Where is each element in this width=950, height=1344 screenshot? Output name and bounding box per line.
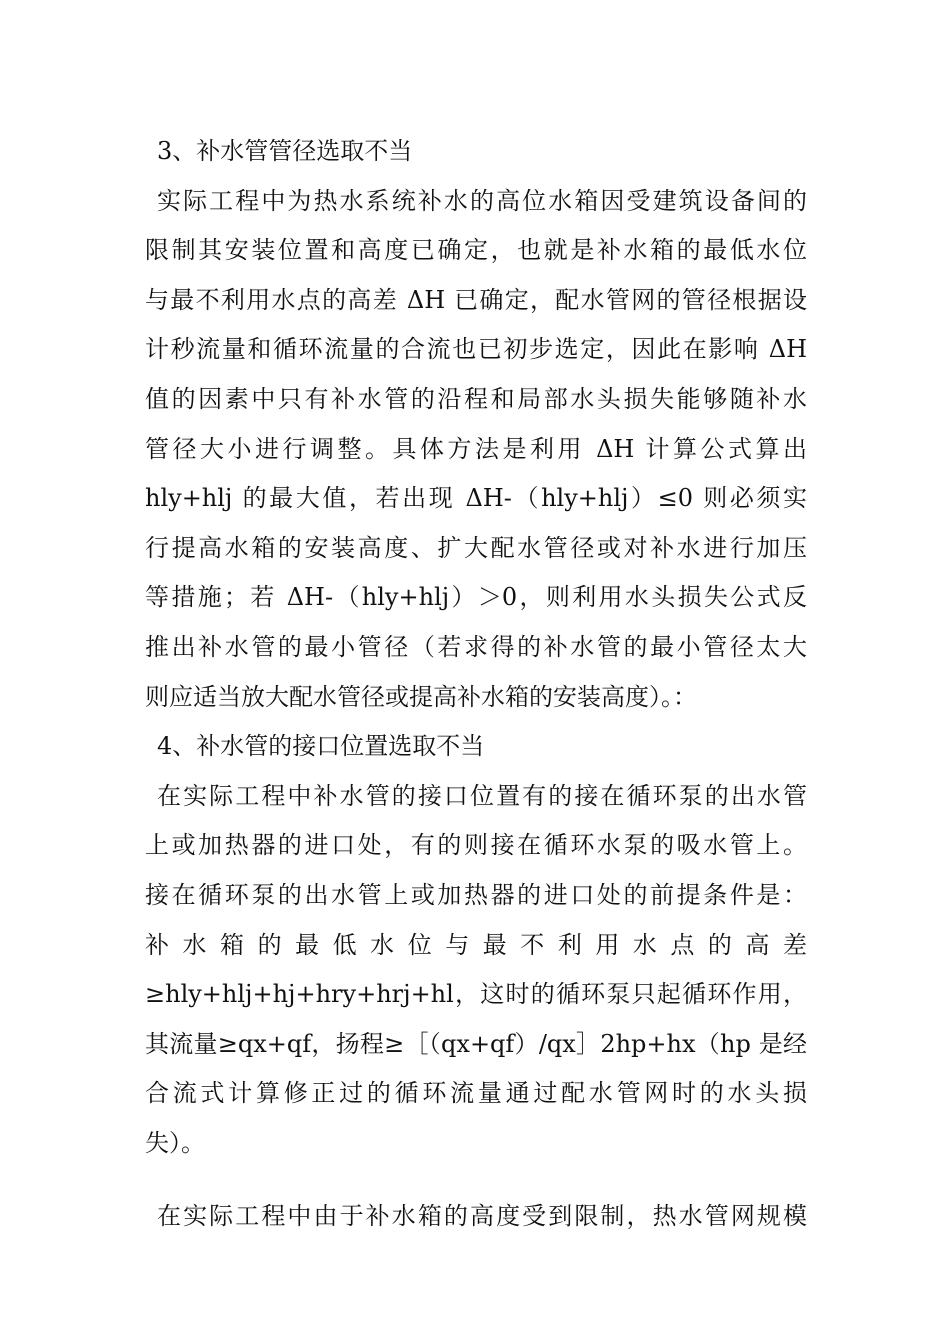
paragraph-line: 合流式计算修正过的循环流量通过配水管网时的水头损 xyxy=(145,1079,807,1108)
paragraph-line: 上或加热器的进口处，有的则接在循环水泵的吸水管上。 xyxy=(145,831,807,860)
paragraph-line: 实际工程中为热水系统补水的高位水箱因受建筑设备间的 xyxy=(157,186,807,215)
paragraph-line: 等措施；若 ΔH-（hly+hlj）＞0，则利用水头损失公式反 xyxy=(145,583,807,612)
paragraph-line: 值的因素中只有补水管的沿程和局部水头损失能够随补水 xyxy=(145,384,807,413)
document-body xyxy=(145,127,807,1242)
paragraph-line: 其流量≥qx+qf，扬程≥［（qx+qf）/qx］2hp+hx（hp 是经 xyxy=(145,1029,807,1058)
paragraph-line: 与最不利用水点的高差 ΔH 已确定，配水管网的管径根据设 xyxy=(145,285,807,314)
paragraph-line: 计秒流量和循环流量的合流也已初步选定，因此在影响 ΔH xyxy=(145,335,807,364)
paragraph-line: 限制其安装位置和高度已确定，也就是补水箱的最低水位 xyxy=(145,236,807,265)
paragraph-line: 失）。 xyxy=(145,1128,205,1157)
paragraph-line: 在实际工程中由于补水箱的高度受到限制，热水管网规模 xyxy=(157,1202,807,1231)
paragraph-line: 推出补水管的最小管径（若求得的补水管的最小管径太大 xyxy=(145,632,807,661)
paragraph-line: 补 水 箱 的 最 低 水 位 与 最 不 利 用 水 点 的 高 差 xyxy=(145,930,807,959)
paragraph-line: 则应适当放大配水管径或提高补水箱的安装高度）。： xyxy=(145,682,697,711)
section-heading-3: 3、补水管管径选取不当 xyxy=(157,137,413,165)
paragraph-line: 行提高水箱的安装高度、扩大配水管径或对补水进行加压 xyxy=(145,533,807,562)
paragraph-spacer xyxy=(145,1168,807,1192)
paragraph-line: 在实际工程中补水管的接口位置有的接在循环泵的出水管 xyxy=(157,781,807,810)
paragraph-line: ≥hly+hlj+hj+hry+hrj+hl，这时的循环泵只起循环作用， xyxy=(145,980,807,1009)
paragraph-line: 管径大小进行调整。具体方法是利用 ΔH 计算公式算出 xyxy=(145,434,807,463)
paragraph-line: 接在循环泵的出水管上或加热器的进口处的前提条件是： xyxy=(145,880,807,909)
paragraph-line: hly+hlj 的最大值，若出现 ΔH-（hly+hlj）≤0 则必须实 xyxy=(145,484,807,513)
section-heading-4: 4、补水管的接口位置选取不当 xyxy=(157,732,485,761)
